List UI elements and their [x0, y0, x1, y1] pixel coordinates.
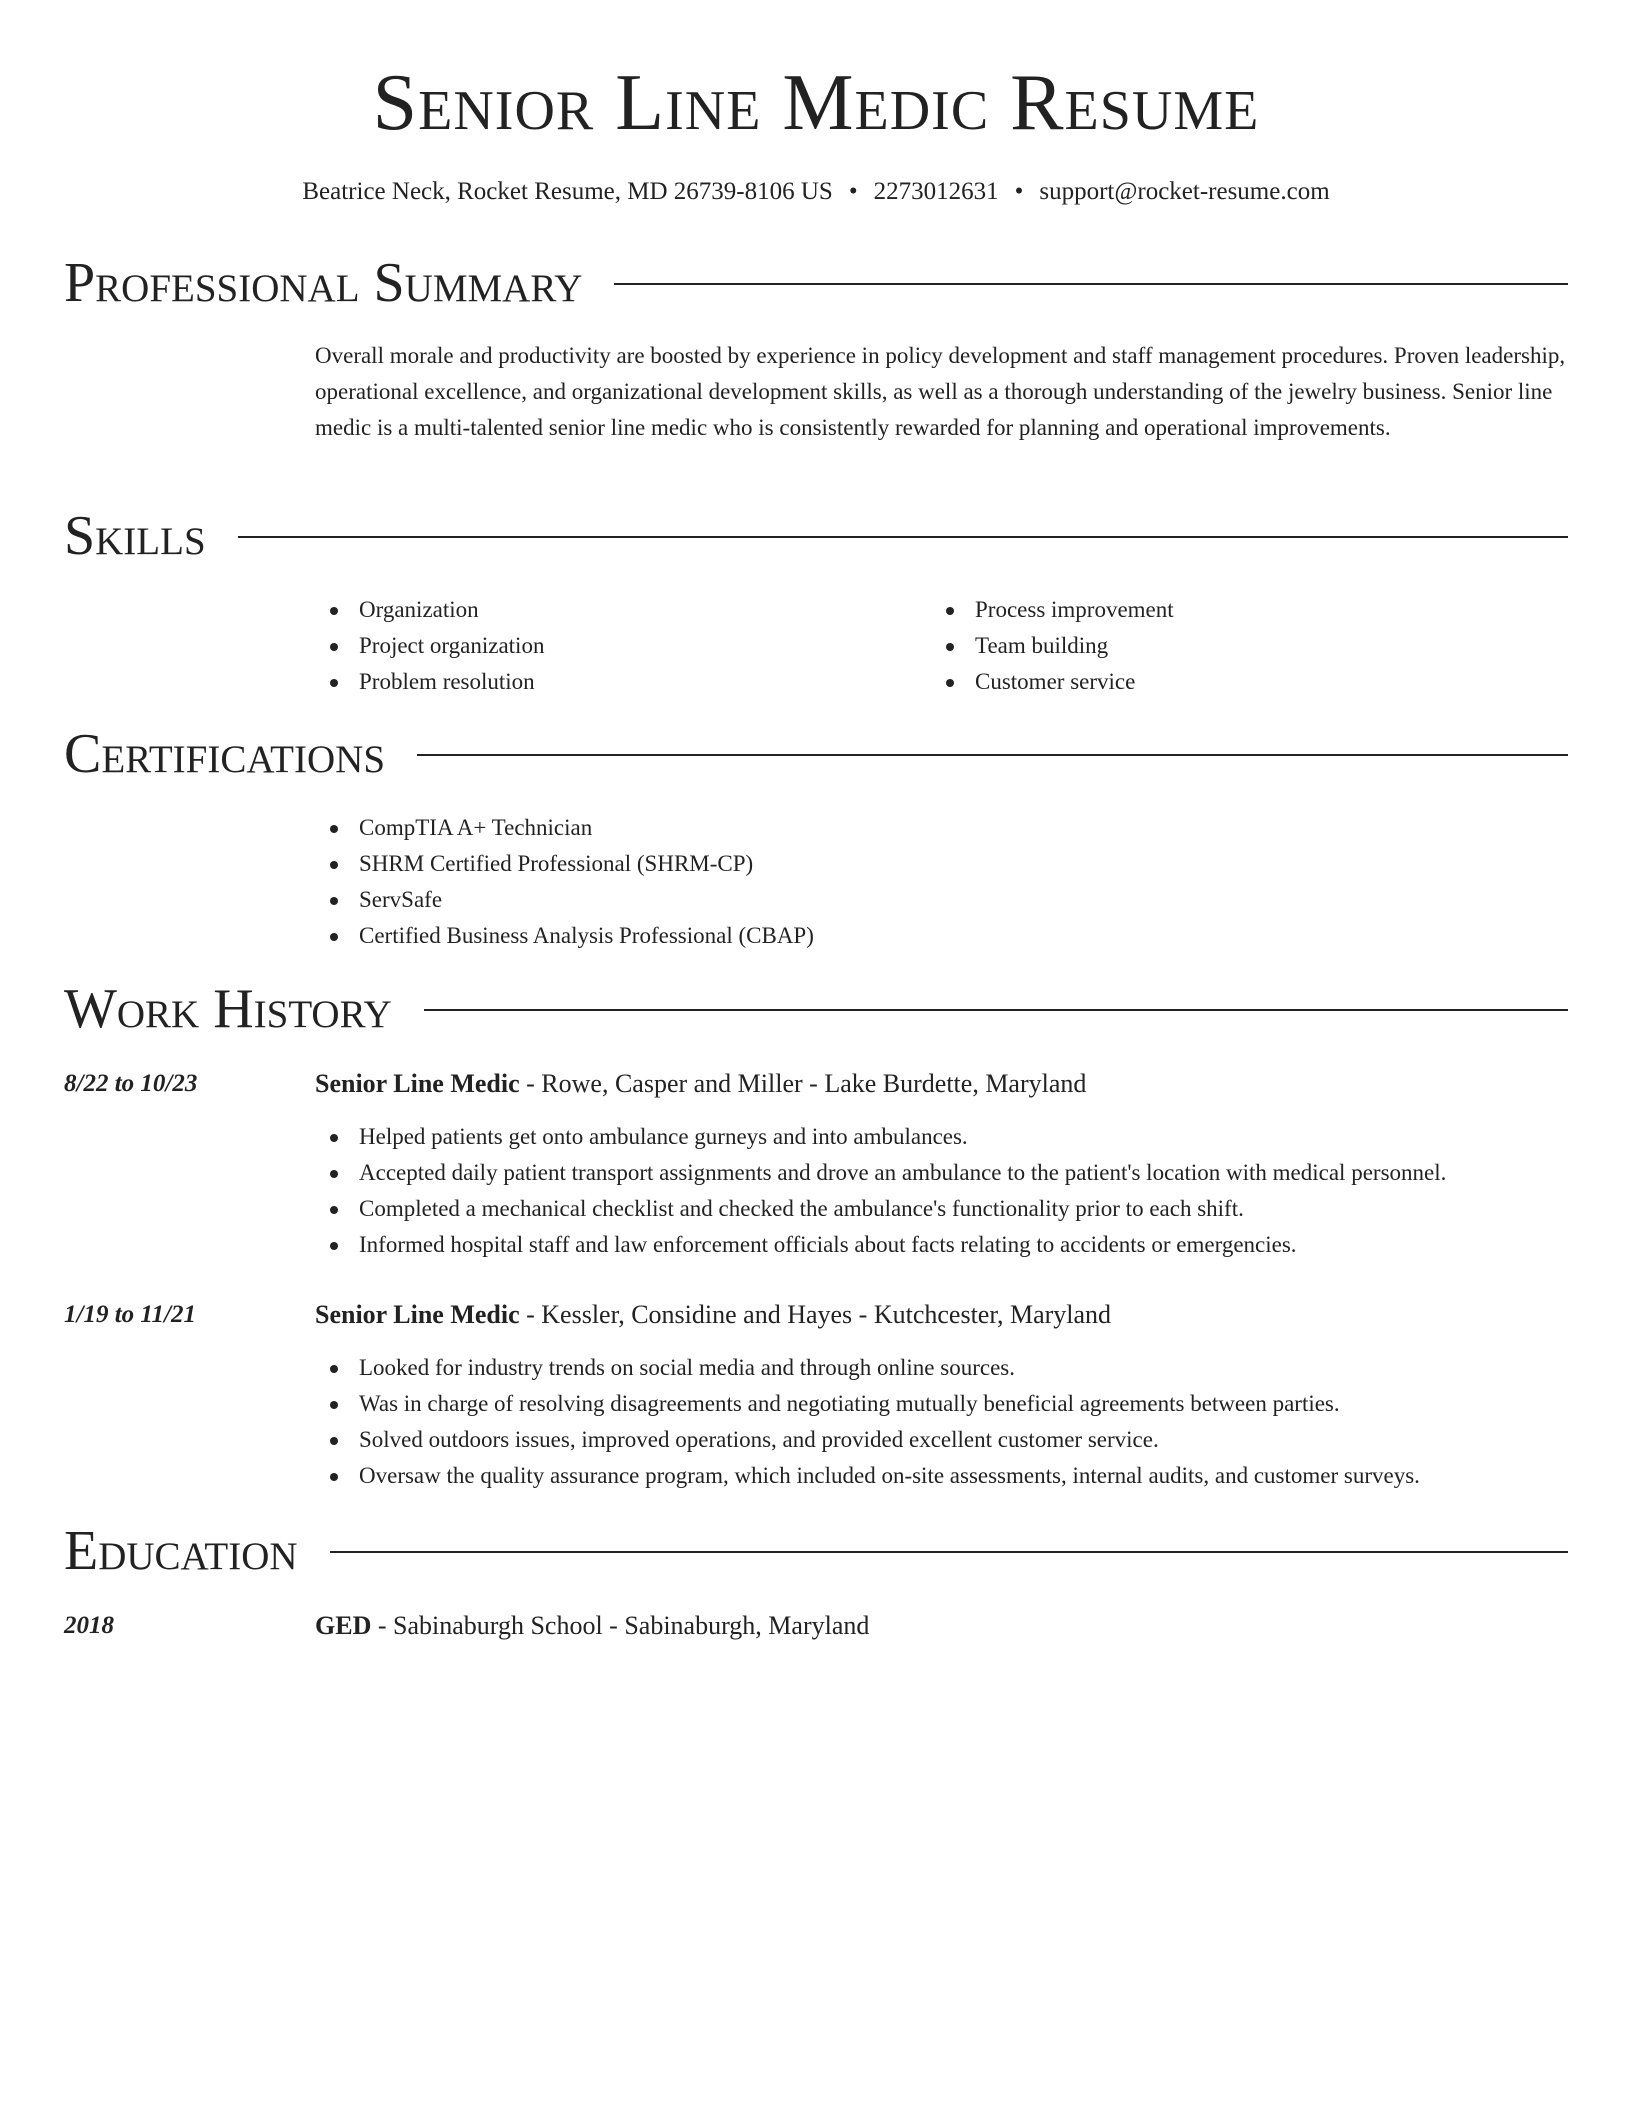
education-year: 2018: [64, 1612, 114, 1639]
skill-item: Customer service: [931, 664, 1174, 700]
section-certifications-header: [64, 722, 1568, 786]
job-dates: 1/19 to 11/21: [64, 1301, 196, 1328]
job-bullet: Informed hospital staff and law enforcement officials about facts relating to accidents or emergencies.: [315, 1227, 1446, 1263]
section-divider: [330, 1551, 1568, 1553]
contact-separator: •: [1014, 178, 1024, 205]
section-divider: [424, 1009, 1568, 1011]
education-degree: GED: [315, 1611, 372, 1640]
section-work-header: [64, 977, 1568, 1041]
certification-item: CompTIA A+ Technician: [315, 810, 814, 846]
job-bullet: Oversaw the quality assurance program, which included on-site assessments, internal audits, and customer surveys.: [315, 1458, 1420, 1494]
skill-item: Organization: [315, 592, 544, 628]
job-heading: [315, 1066, 1086, 1102]
contact-phone: 2273012631: [873, 178, 999, 205]
job-heading: [315, 1297, 1111, 1333]
section-heading: Education: [64, 1520, 298, 1582]
section-heading: Skills: [64, 505, 206, 567]
bullet-dot: [330, 1206, 338, 1214]
bullet-dot: [330, 643, 338, 651]
job-bullet: Was in charge of resolving disagreements and negotiating mutually beneficial agreements between parties.: [315, 1386, 1420, 1422]
job-bullet: Helped patients get onto ambulance gurneys and into ambulances.: [315, 1119, 1446, 1155]
job-employer: - Rowe, Casper and Miller - Lake Burdette, Maryland: [519, 1069, 1087, 1098]
section-divider: [238, 536, 1568, 538]
bullet-dot: [330, 933, 338, 941]
contact-address: Beatrice Neck, Rocket Resume, MD 26739-8106 US: [302, 178, 833, 205]
education-school: - Sabinaburgh School - Sabinaburgh, Maryland: [371, 1611, 870, 1640]
contact-line: [0, 174, 1632, 210]
skills-list-right: [931, 592, 1174, 700]
certifications-list: [315, 810, 814, 954]
bullet-dot: [330, 897, 338, 905]
bullet-dot: [946, 607, 954, 615]
education-heading: [315, 1608, 869, 1644]
bullet-dot: [330, 1401, 338, 1409]
bullet-dot: [946, 679, 954, 687]
job-bullet: Solved outdoors issues, improved operations, and provided excellent customer service.: [315, 1422, 1420, 1458]
certification-item: SHRM Certified Professional (SHRM-CP): [315, 846, 814, 882]
bullet-dot: [330, 1242, 338, 1250]
section-summary-header: [64, 251, 1568, 315]
bullet-dot: [330, 1473, 338, 1481]
contact-email: support@rocket-resume.com: [1039, 178, 1330, 205]
section-divider: [614, 283, 1568, 285]
job-title: Senior Line Medic: [315, 1069, 520, 1098]
skills-list-left: [315, 592, 544, 700]
section-divider: [417, 754, 1568, 756]
job-bullet: Accepted daily patient transport assignments and drove an ambulance to the patient's location with medical personnel.: [315, 1155, 1446, 1191]
summary-text: Overall morale and productivity are boosted by experience in policy development and staff management procedures. Proven leadership, operational excellence, and organizational development skills, as well as a thorough understanding of the jewelry business. Senior line medic is a multi-talented senior line medic who is consistently rewarded for planning and operational improvements.: [315, 343, 1566, 440]
job-title: Senior Line Medic: [315, 1300, 520, 1329]
bullet-dot: [330, 607, 338, 615]
job-bullet: Looked for industry trends on social media and through online sources.: [315, 1350, 1420, 1386]
bullet-dot: [330, 825, 338, 833]
job-bullets: [315, 1350, 1420, 1494]
section-skills-header: [64, 504, 1568, 568]
bullet-dot: [330, 1437, 338, 1445]
certification-item: Certified Business Analysis Professional (CBAP): [315, 918, 814, 954]
section-heading: Certifications: [64, 723, 386, 785]
bullet-dot: [330, 1170, 338, 1178]
job-bullet: Completed a mechanical checklist and checked the ambulance's functionality prior to each shift.: [315, 1191, 1446, 1227]
bullet-dot: [946, 643, 954, 651]
job-dates: 8/22 to 10/23: [64, 1070, 198, 1097]
section-heading: Professional Summary: [64, 252, 583, 314]
section-heading: Work History: [64, 978, 392, 1040]
bullet-dot: [330, 1134, 338, 1142]
certification-item: ServSafe: [315, 882, 814, 918]
page-title: Senior Line Medic Resume: [372, 59, 1260, 147]
skill-item: Problem resolution: [315, 664, 544, 700]
job-bullets: [315, 1119, 1446, 1263]
skill-item: Process improvement: [931, 592, 1174, 628]
skill-item: Team building: [931, 628, 1174, 664]
contact-separator: •: [848, 178, 858, 205]
job-employer: - Kessler, Considine and Hayes - Kutchcester, Maryland: [519, 1300, 1112, 1329]
bullet-dot: [330, 1365, 338, 1373]
bullet-dot: [330, 679, 338, 687]
skill-item: Project organization: [315, 628, 544, 664]
bullet-dot: [330, 861, 338, 869]
section-education-header: [64, 1519, 1568, 1583]
